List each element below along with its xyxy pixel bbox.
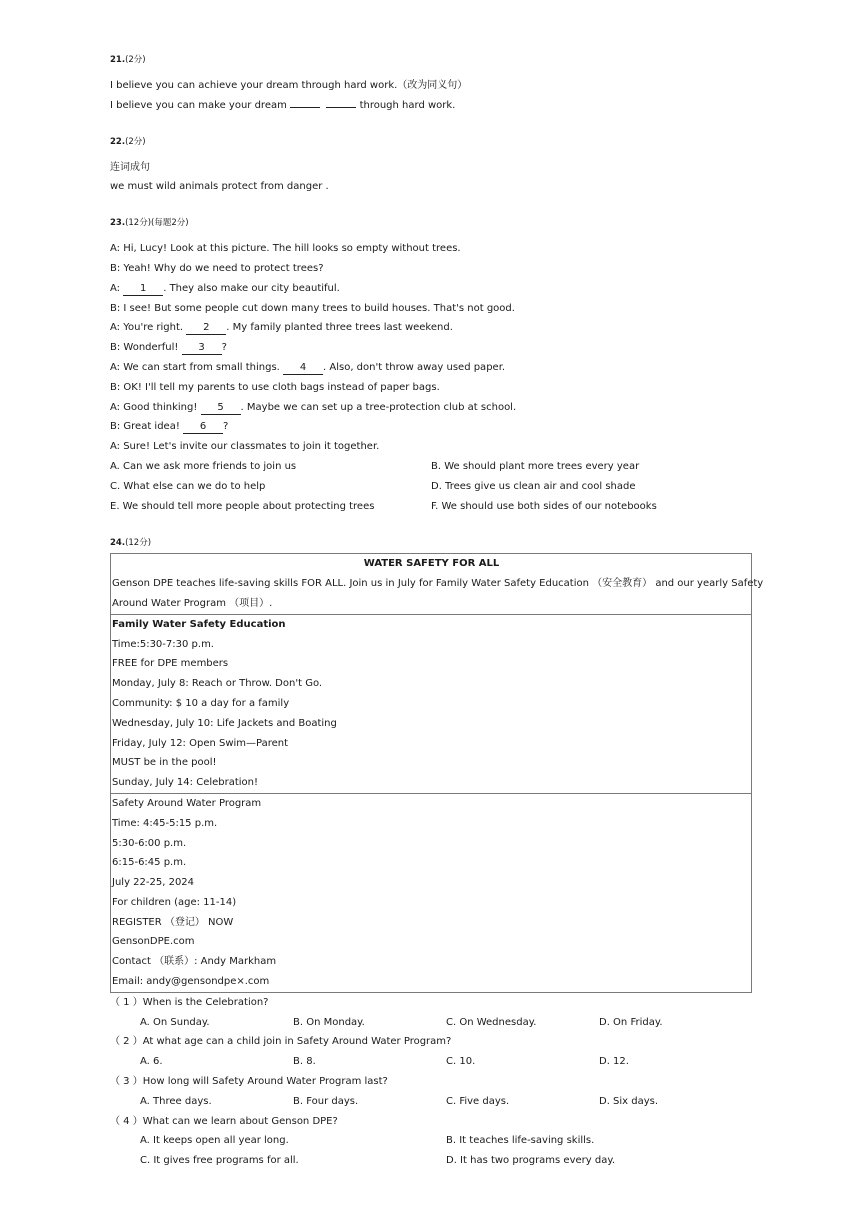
option-b[interactable]: B. 8.: [293, 1056, 316, 1068]
question-score: (12分)(每题2分): [125, 218, 189, 229]
dialogue-text: ?: [221, 342, 227, 354]
option-d[interactable]: D. Trees give us clean air and cool shade: [431, 480, 636, 492]
option-c[interactable]: C. It gives free programs for all.: [140, 1155, 299, 1167]
sub-question-4: （ 4 ）What can we learn about Genson DPE?: [110, 1115, 338, 1127]
option-f[interactable]: F. We should use both sides of our notebooks: [431, 500, 657, 512]
passage-title: WATER SAFETY FOR ALL: [363, 558, 500, 570]
dialogue-text: A: Good thinking!: [110, 401, 201, 413]
sub-question-2: （ 2 ）At what age can a child join in Safety Around Water Program?: [110, 1036, 452, 1048]
dialogue-text: A: We can start from small things.: [110, 361, 284, 373]
dialogue-blank-3[interactable]: 3: [182, 342, 222, 355]
q21-answer-line: [110, 96, 752, 116]
section-line: FREE for DPE members: [112, 658, 229, 670]
option-b[interactable]: B. Four days.: [293, 1095, 359, 1107]
option-c[interactable]: C. 10.: [446, 1056, 476, 1068]
dialogue-blank-1[interactable]: 1: [123, 283, 163, 296]
option-b[interactable]: B. We should plant more trees every year: [431, 460, 640, 472]
dialogue-line: A: Hi, Lucy! Look at this picture. The hill looks so empty without trees.: [110, 243, 461, 255]
section-line: MUST be in the pool!: [112, 757, 217, 769]
section-line: Time:5:30-7:30 p.m.: [112, 638, 214, 650]
dialogue-line: B: OK! I'll tell my parents to use cloth bags instead of paper bags.: [110, 381, 440, 393]
section-line: Friday, July 12: Open Swim—Parent: [112, 737, 289, 749]
sub-question-2-options: [110, 1052, 752, 1072]
sub-question-3: （ 3 ）How long will Safety Around Water Program last?: [110, 1076, 388, 1088]
section-line: GensonDPE.com: [112, 936, 195, 948]
question-22-header: [110, 136, 752, 148]
sub-question-4-options: [110, 1151, 752, 1171]
dialogue-line: [110, 338, 752, 358]
option-b[interactable]: B. It teaches life-saving skills.: [446, 1135, 595, 1147]
dialogue-line: [110, 318, 752, 338]
dialogue-line: [110, 417, 752, 437]
options-row: [110, 477, 752, 497]
dialogue-blank-6[interactable]: 6: [183, 421, 223, 434]
section-line: Sunday, July 14: Celebration!: [112, 777, 259, 789]
q21-answer-prefix: I believe you can make your dream: [110, 99, 291, 111]
question-number: 22.: [110, 136, 126, 147]
sub-question-3-options: [110, 1092, 752, 1112]
option-a[interactable]: A. On Sunday.: [140, 1016, 210, 1028]
dialogue-text: ?: [223, 421, 229, 433]
section-line: Monday, July 8: Reach or Throw. Don't Go.: [112, 678, 323, 690]
option-e[interactable]: E. We should tell more people about protecting trees: [110, 500, 375, 512]
dialogue-text: B: Great idea!: [110, 421, 184, 433]
sub-question-1: （ 1 ）When is the Celebration?: [110, 996, 269, 1008]
question-24-header: [110, 537, 752, 549]
option-b[interactable]: B. On Monday.: [293, 1016, 365, 1028]
dialogue-text: . My family planted three trees last weekend.: [226, 322, 453, 334]
option-c[interactable]: C. On Wednesday.: [446, 1016, 537, 1028]
question-23-header: [110, 217, 752, 229]
dialogue-text: . Maybe we can set up a tree-protection club at school.: [240, 401, 517, 413]
dialogue-line: [110, 279, 752, 299]
option-a[interactable]: A. Three days.: [140, 1095, 212, 1107]
section-line: 6:15-6:45 p.m.: [112, 857, 187, 869]
option-d[interactable]: D. It has two programs every day.: [446, 1155, 616, 1167]
dialogue-line: A: Sure! Let's invite our classmates to join it together.: [110, 441, 380, 453]
section-line: Email: andy@gensondpe×.com: [112, 976, 270, 988]
passage-header-section: [111, 554, 764, 613]
question-number: 24.: [110, 538, 126, 549]
dialogue-line: B: Yeah! Why do we need to protect trees?: [110, 262, 324, 274]
options-row: [110, 457, 752, 477]
dialogue-text: . Also, don't throw away used paper.: [323, 361, 506, 373]
option-a[interactable]: A. 6.: [140, 1056, 163, 1068]
dialogue-blank-5[interactable]: 5: [201, 402, 241, 415]
dialogue-text: B: Wonderful!: [110, 342, 182, 354]
dialogue-text: A:: [110, 282, 124, 294]
section-line: REGISTER （登记） NOW: [112, 916, 234, 928]
q22-words: we must wild animals protect from danger .: [110, 181, 329, 193]
option-a[interactable]: A. It keeps open all year long.: [140, 1135, 289, 1147]
section-line: For children (age: 11-14): [112, 896, 237, 908]
family-education-section: [111, 614, 751, 793]
section-line: July 22-25, 2024: [112, 877, 195, 889]
section-line: 5:30-6:00 p.m.: [112, 837, 187, 849]
sub-question-1-options: [110, 1013, 752, 1033]
section-heading: Safety Around Water Program: [112, 797, 262, 809]
options-row: [110, 497, 752, 517]
q22-instruction: 连词成句: [110, 161, 150, 173]
question-score: (2分): [125, 55, 146, 65]
option-d[interactable]: D. 12.: [599, 1056, 629, 1068]
answer-blank[interactable]: [326, 107, 356, 108]
dialogue-blank-2[interactable]: 2: [186, 322, 226, 335]
sub-question-4-options: [110, 1131, 752, 1151]
dialogue-text: A: You're right.: [110, 322, 187, 334]
q21-answer-suffix: through hard work.: [356, 99, 456, 111]
passage-intro-line: Genson DPE teaches life-saving skills FOR ALL. Join us in July for Family Water Safety Education （安全教育） and our yearly Safety: [112, 578, 764, 590]
option-d[interactable]: D. On Friday.: [599, 1016, 663, 1028]
dialogue-text: . They also make our city beautiful.: [163, 282, 340, 294]
section-line: Community: $ 10 a day for a family: [112, 697, 290, 709]
section-heading: Family Water Safety Education: [112, 618, 286, 630]
reading-passage-table: [110, 553, 764, 993]
dialogue-line: [110, 358, 752, 378]
question-score: (2分): [125, 136, 146, 147]
option-d[interactable]: D. Six days.: [599, 1095, 659, 1107]
question-21-header: [110, 54, 752, 66]
option-a[interactable]: A. Can we ask more friends to join us: [110, 460, 297, 472]
q21-prompt: I believe you can achieve your dream through hard work.（改为同义句）: [110, 80, 468, 91]
option-c[interactable]: C. What else can we do to help: [110, 480, 266, 492]
section-line: Contact （联系）: Andy Markham: [112, 956, 277, 968]
question-number: 23.: [110, 218, 126, 229]
worksheet-page: [110, 54, 764, 1171]
option-c[interactable]: C. Five days.: [446, 1095, 510, 1107]
question-score: (12分): [125, 538, 152, 549]
dialogue-blank-4[interactable]: 4: [283, 362, 323, 375]
dialogue-line: [110, 398, 752, 418]
dialogue-line: B: I see! But some people cut down many trees to build houses. That's not good.: [110, 302, 515, 314]
question-number: 21.: [110, 55, 126, 65]
section-line: Time: 4:45-5:15 p.m.: [112, 817, 218, 829]
passage-intro-line: Around Water Program （项目）.: [112, 597, 273, 609]
water-program-section: [111, 793, 751, 992]
answer-blank[interactable]: [290, 107, 320, 108]
section-line: Wednesday, July 10: Life Jackets and Boating: [112, 717, 337, 729]
